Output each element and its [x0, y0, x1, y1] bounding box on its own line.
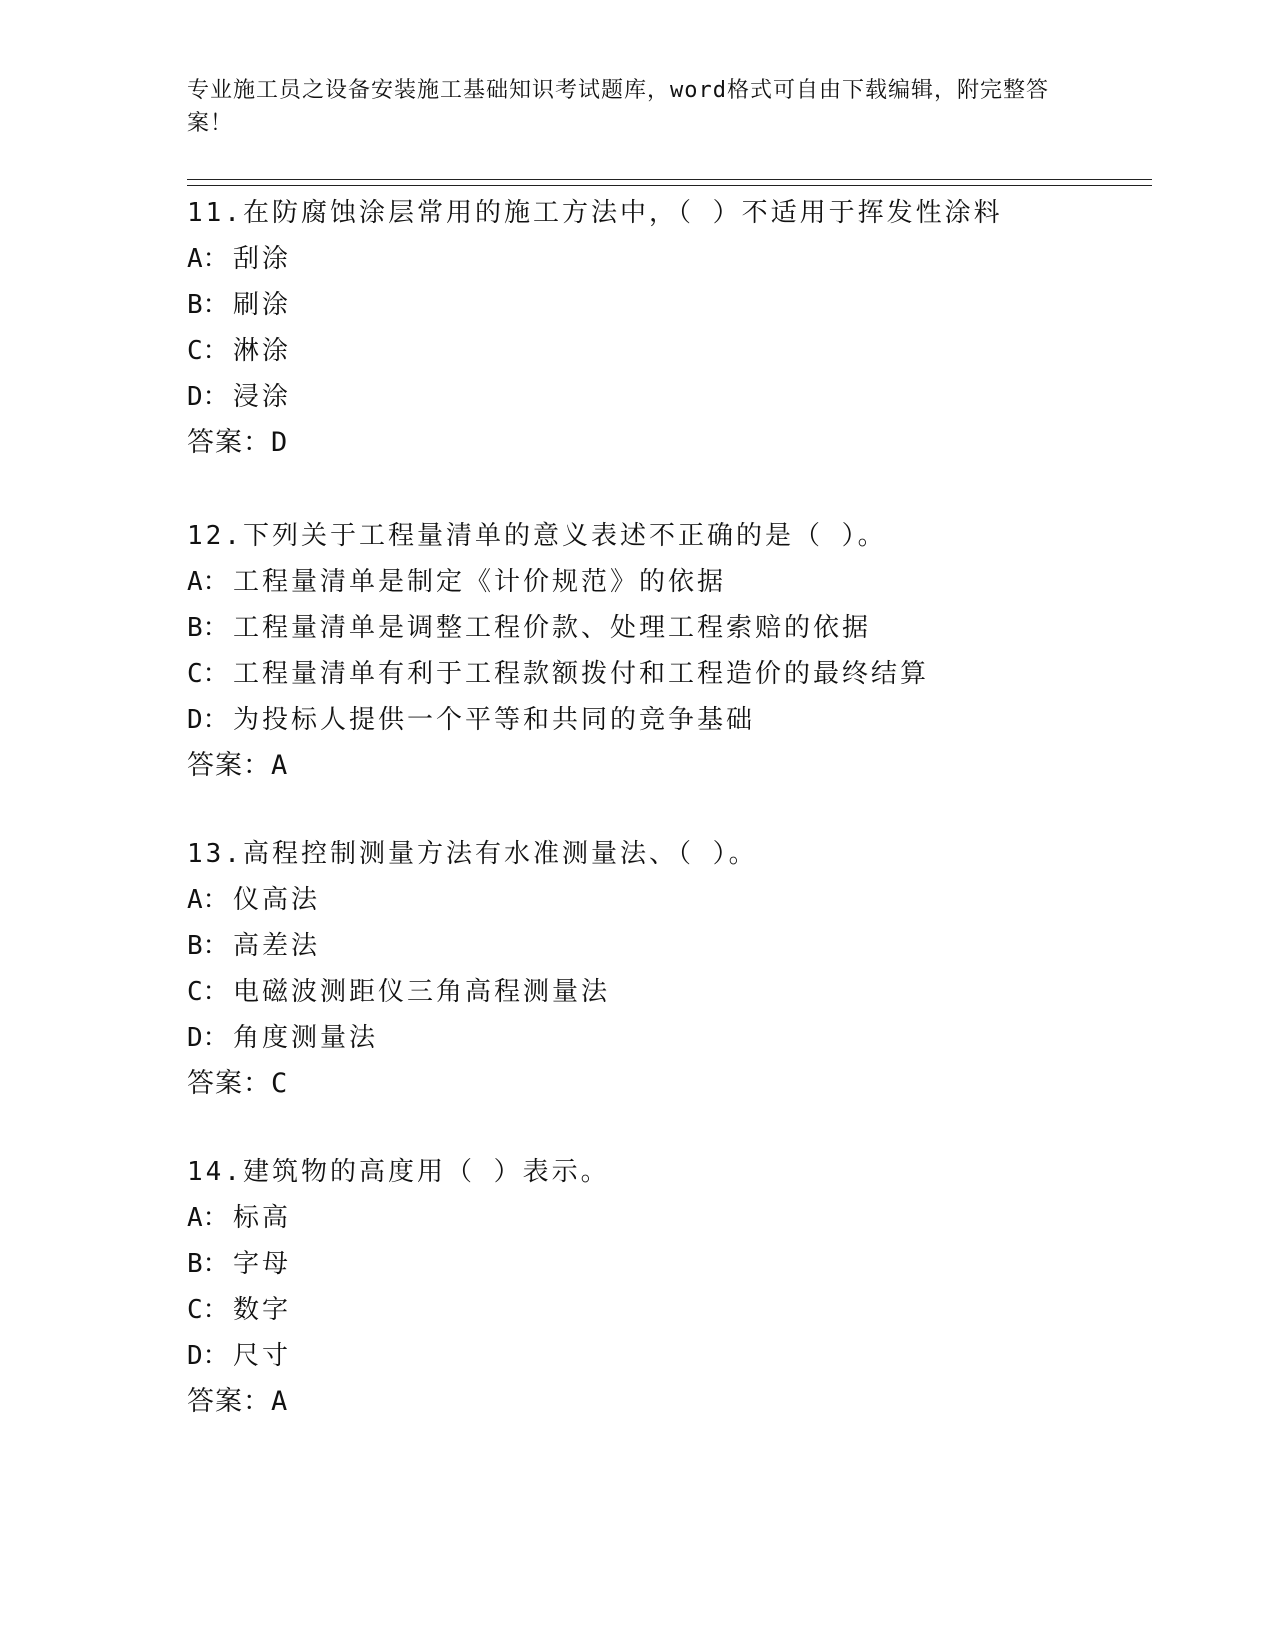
- answer-line: 答案：A: [187, 750, 289, 781]
- option-text: 工程量清单是制定《计价规范》的依据: [233, 567, 727, 597]
- option-text: 标高: [233, 1203, 292, 1233]
- option-a: [187, 236, 1152, 282]
- option-text: 角度测量法: [233, 1023, 379, 1053]
- option-b: [187, 923, 1152, 969]
- option-b: [187, 282, 1152, 328]
- option-d: [187, 1015, 1152, 1061]
- option-text: 工程量清单有利于工程款额拨付和工程造价的最终结算: [233, 659, 930, 689]
- option-text: 刮涂: [233, 244, 292, 274]
- question-14: [187, 1149, 1152, 1425]
- question-11: [187, 190, 1152, 466]
- answer-line: 答案：C: [187, 1068, 289, 1099]
- option-text: 浸涂: [233, 382, 292, 412]
- option-key: C：: [187, 977, 229, 1007]
- header-divider-bottom: [187, 185, 1152, 186]
- option-key: B：: [187, 613, 229, 643]
- option-key: D：: [187, 1023, 229, 1053]
- option-key: C：: [187, 1295, 229, 1325]
- document-header: 专业施工员之设备安装施工基础知识考试题库，word格式可自由下载编辑，附完整答案！: [187, 78, 1049, 136]
- option-text: 高差法: [233, 931, 321, 961]
- option-text: 仪高法: [233, 885, 321, 915]
- answer-line: 答案：D: [187, 427, 289, 458]
- option-c: [187, 651, 1152, 697]
- option-key: D：: [187, 1341, 229, 1371]
- option-key: B：: [187, 931, 229, 961]
- answer-line: 答案：A: [187, 1386, 289, 1417]
- option-key: A：: [187, 244, 229, 274]
- option-text: 为投标人提供一个平等和共同的竞争基础: [233, 705, 756, 735]
- option-key: C：: [187, 336, 229, 366]
- option-key: C：: [187, 659, 229, 689]
- option-text: 刷涂: [233, 290, 292, 320]
- question-title: 11.在防腐蚀涂层常用的施工方法中，（ ）不适用于挥发性涂料: [187, 198, 1003, 228]
- option-key: D：: [187, 705, 229, 735]
- question-title: 12.下列关于工程量清单的意义表述不正确的是（ ）。: [187, 521, 887, 551]
- question-13: [187, 831, 1152, 1107]
- option-text: 数字: [233, 1295, 292, 1325]
- option-text: 尺寸: [233, 1341, 292, 1371]
- option-key: B：: [187, 290, 229, 320]
- option-key: A：: [187, 1203, 229, 1233]
- option-d: [187, 697, 1152, 743]
- option-text: 工程量清单是调整工程价款、处理工程索赔的依据: [233, 613, 872, 643]
- option-b: [187, 1241, 1152, 1287]
- question-title: 13.高程控制测量方法有水准测量法、（ ）。: [187, 839, 758, 869]
- question-title: 14.建筑物的高度用（ ）表示。: [187, 1157, 610, 1187]
- option-text: 淋涂: [233, 336, 292, 366]
- option-c: [187, 969, 1152, 1015]
- question-12: [187, 513, 1152, 789]
- option-c: [187, 1287, 1152, 1333]
- option-a: [187, 559, 1152, 605]
- option-d: [187, 374, 1152, 420]
- option-text: 电磁波测距仪三角高程测量法: [233, 977, 611, 1007]
- option-d: [187, 1333, 1152, 1379]
- option-key: B：: [187, 1249, 229, 1279]
- option-b: [187, 605, 1152, 651]
- option-c: [187, 328, 1152, 374]
- option-key: A：: [187, 567, 229, 597]
- option-key: D：: [187, 382, 229, 412]
- option-key: A：: [187, 885, 229, 915]
- option-a: [187, 877, 1152, 923]
- header-divider-top: [187, 179, 1152, 180]
- option-a: [187, 1195, 1152, 1241]
- option-text: 字母: [233, 1249, 292, 1279]
